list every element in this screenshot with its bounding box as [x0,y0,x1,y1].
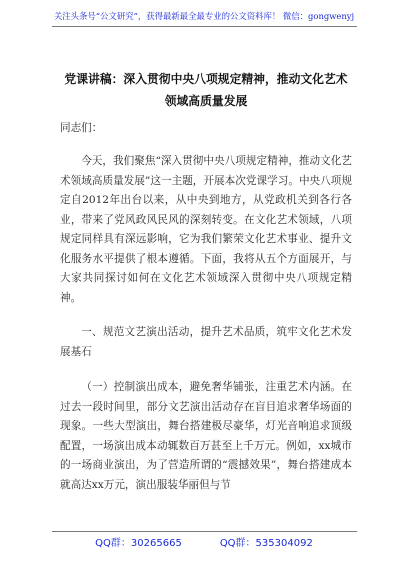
section-heading-1: 一、规范文艺演出活动，提升艺术品质，筑牢文化艺术发展基石 [60,326,352,358]
salutation: 同志们： [60,122,103,134]
footer-qq-group-2: QQ群：535304092 [219,538,313,549]
document-title: 党课讲稿：深入贯彻中央八项规定精神，推动文化艺术领域高质量发展 [64,72,348,108]
section-1-paragraph-1: （一）控制演出成本，避免奢华铺张，注重艺术内涵。在过去一段时间里，部分文艺演出活动存在盲目追求奢华场面的现象。一些大型演出，舞台搭建极尽豪华，灯光音响追求顶级配置，一场演出成本动辄数百万甚至上千万元。例如，xx城市的一场商业演出，为了营造所谓的“震撼效果”，舞台搭建成本就高达xx万元，演出服装华丽但与节 [60,381,352,491]
header-divider [52,26,357,27]
intro-paragraph: 今天，我们聚焦“深入贯彻中央八项规定精神，推动文化艺术领域高质量发展”这一主题，开展本次党课学习。中央八项规定自2012年出台以来，从中央到地方，从党政机关到各行各业，带来了党风政风民风的深刻转变。在文化艺术领域，八项规定同样具有深远影响，它为我们繁荣文化艺术事业、提升文化服务水平提供了根本遵循。下面，我将从五个方面展开，与大家共同探讨如何在文化艺术领域深入贯彻中央八项规定精神。 [60,155,352,304]
footer [0,537,408,551]
footer-divider [52,531,357,532]
footer-qq-group-1: QQ群：30265665 [95,538,182,549]
header-banner: 关注头条号“公文研究”，获得最新最全最专业的公文资料库！ 微信：gongwenyj [53,11,355,21]
